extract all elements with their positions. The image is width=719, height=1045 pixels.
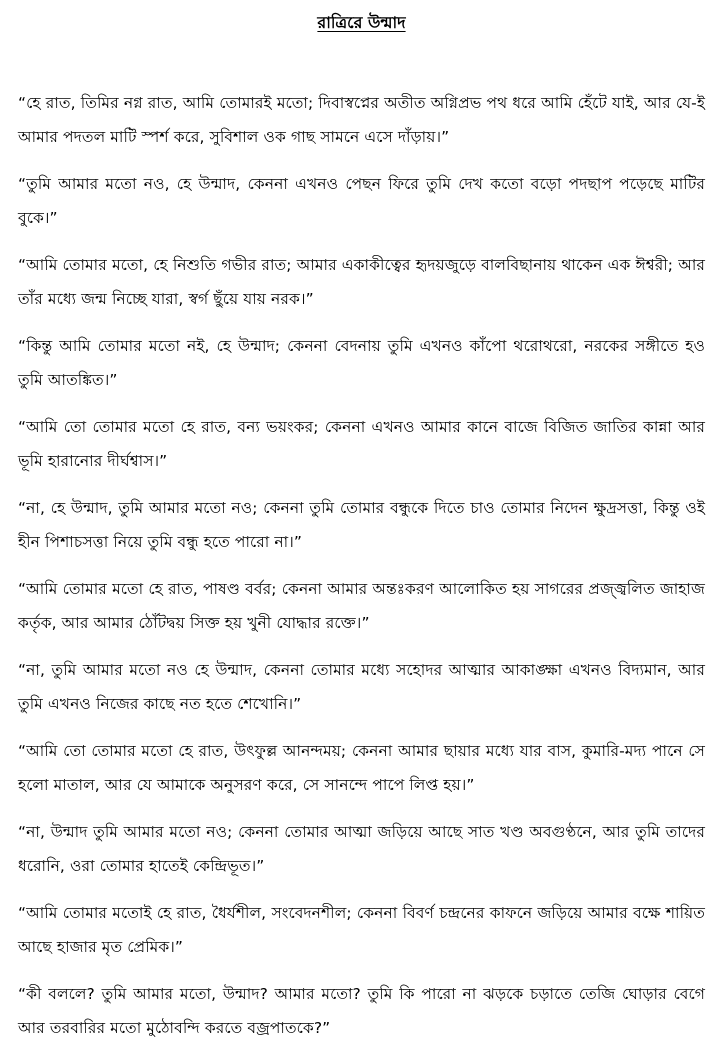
stanza-7: “আমি তোমার মতো হে রাত, পাষণ্ড বর্বর; কেননা আমার অন্তঃকরণ আলোকিত হয় সাগরের প্রজ্জ্বলিত জাহাজ কর্তৃক, আর আমার ঠোঁটদ্বয় সিক্ত হয় খুনী যোদ্ধার রক্তে।” bbox=[18, 580, 705, 632]
stanza-11: “আমি তোমার মতোই হে রাত, ধৈর্যশীল, সংবেদনশীল; কেননা বিবর্ণ চন্দ্রনের কাফনে জড়িয়ে আমার বক্ষে শায়িত আছে হাজার মৃত প্রেমিক।” bbox=[18, 904, 705, 956]
stanza-1: “হে রাত, তিমির নগ্ন রাত, আমি তোমারই মতো; দিবাস্বপ্নের অতীত অগ্নিপ্রভ পথ ধরে আমি হেঁটে যাই, আর যে-ই আমার পদতল মাটি স্পর্শ করে, সুবিশাল ওক গাছ সামনে এসে দাঁড়ায়।” bbox=[18, 94, 705, 146]
stanza-10: “না, উন্মাদ তুমি আমার মতো নও; কেননা তোমার আত্মা জড়িয়ে আছে সাত খণ্ড অবগুণ্ঠনে, আর তুমি তাদের ধরোনি, ওরা তোমার হাতেই কেন্দ্রিভূত।” bbox=[18, 823, 705, 875]
stanza-2: “তুমি আমার মতো নও, হে উন্মাদ, কেননা এখনও পেছন ফিরে তুমি দেখ কতো বড়ো পদছাপ পড়েছে মাটির বুকে।” bbox=[18, 175, 705, 227]
document-title: রাত্রিরে উন্মাদ bbox=[317, 13, 406, 32]
stanza-4: “কিন্তু আমি তোমার মতো নই, হে উন্মাদ; কেননা বেদনায় তুমি এখনও কাঁপো থরোথরো, নরকের সঙ্গীতে হও তুমি আতঙ্কিত।” bbox=[18, 337, 705, 389]
stanza-3: “আমি তোমার মতো, হে নিশুতি গভীর রাত; আমার একাকীত্বের হৃদয়জুড়ে বালবিছানায় থাকেন এক ঈশ্বরী; আর তাঁর মধ্যে জন্ম নিচ্ছে যারা, স্বর্গ ছুঁয়ে যায় নরক।” bbox=[18, 256, 705, 308]
stanza-5: “আমি তো তোমার মতো হে রাত, বন্য ভয়ংকর; কেননা এখনও আমার কানে বাজে বিজিত জাতির কান্না আর ভূমি হারানোর দীর্ঘশ্বাস।” bbox=[18, 418, 705, 470]
stanza-9: “আমি তো তোমার মতো হে রাত, উৎফুল্ল আনন্দময়; কেননা আমার ছায়ার মধ্যে যার বাস, কুমারি-মদ্য পানে সে হলো মাতাল, আর যে আমাকে অনুসরণ করে, সে সানন্দে পাপে লিপ্ত হয়।” bbox=[18, 742, 705, 794]
stanza-6: “না, হে উন্মাদ, তুমি আমার মতো নও; কেননা তুমি তোমার বন্ধুকে দিতে চাও তোমার নিদেন ক্ষুদ্রসত্তা, কিন্তু ওই হীন পিশাচসত্তা নিয়ে তুমি বন্ধু হতে পারো না।” bbox=[18, 499, 705, 551]
stanza-8: “না, তুমি আমার মতো নও হে উন্মাদ, কেননা তোমার মধ্যে সহোদর আত্মার আকাঙ্ক্ষা এখনও বিদ্যমান, আর তুমি এখনও নিজের কাছে নত হতে শেখোনি।” bbox=[18, 661, 705, 713]
stanza-12: “কী বললে? তুমি আমার মতো, উন্মাদ? আমার মতো? তুমি কি পারো না ঝড়কে চড়াতে তেজি ঘোড়ার বেগে আর তরবারির মতো মুঠোবন্দি করতে বজ্রপাতকে?” bbox=[18, 985, 705, 1037]
